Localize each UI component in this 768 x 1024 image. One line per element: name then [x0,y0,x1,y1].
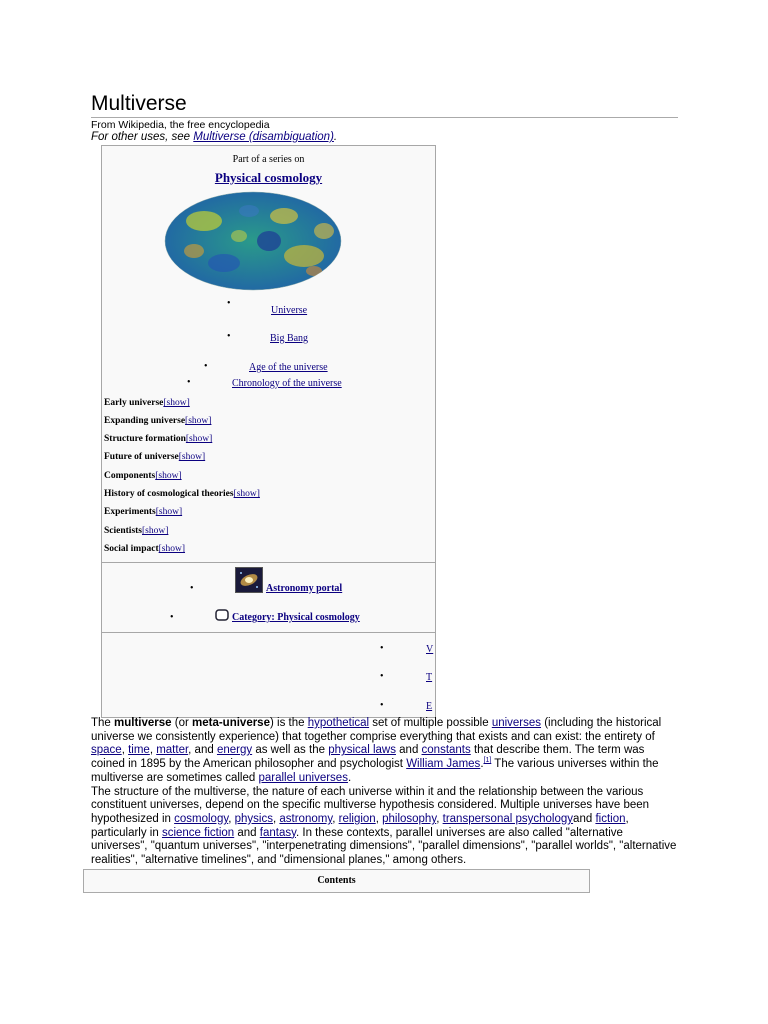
series-label: Part of a series on [232,154,305,165]
paragraph [91,717,681,786]
section-components [104,471,182,481]
series-title[interactable]: Physical cosmology [214,170,323,185]
text: The structure of the multiverse, the nature of each universe within it and the relationship between the various constituent universes, depend on the specific multiverse hypothesis considered. Multiple universes have been hypothesized in [91,785,650,825]
show-toggle[interactable]: [show] [155,507,183,517]
section-label: History of cosmological theories [104,489,234,499]
show-toggle[interactable]: [show] [163,398,190,408]
bullet: • [380,643,384,654]
text: , [273,812,280,825]
link-cosmology[interactable]: cosmology [174,812,229,825]
text: (including the historical universe we consistently experience) that together comprise everything that exists and can exist: the entirety of [91,717,662,743]
infobox-divider [102,562,435,563]
section-label: Social impact [104,544,159,554]
link-parallel-universes[interactable]: parallel universes [258,771,348,784]
link-universe[interactable]: Universe [271,305,308,316]
show-toggle[interactable]: [show] [142,526,169,536]
link-universes[interactable]: universes [491,717,542,729]
text: ) is the [269,717,308,729]
show-toggle[interactable]: [show] [233,489,260,499]
link-energy[interactable]: energy [216,744,253,757]
text: The [91,717,115,729]
hatnote-prefix: For other uses, see [91,131,194,143]
toc-title: Contents [317,875,356,886]
section-expanding-universe [104,416,211,426]
link-big-bang[interactable]: Big Bang [270,333,309,344]
text: , [228,812,235,825]
link-fiction[interactable]: fiction [595,812,626,825]
navbox-talk-link[interactable]: T [426,672,433,683]
show-toggle[interactable]: [show] [185,416,212,426]
section-label: Early universe [104,398,164,408]
section-scientists [104,526,168,536]
link-religion[interactable]: religion [338,812,376,825]
link-transpersonal-psychology[interactable]: transpersonal psychology [442,812,574,825]
bullet: • [380,671,384,682]
series-title-link[interactable] [102,170,435,186]
table-of-contents[interactable] [83,869,590,893]
infobox [101,145,436,718]
section-history-theories [104,489,260,499]
link-physical-laws[interactable]: physical laws [328,744,396,757]
link-science-fiction[interactable]: science fiction [161,826,235,839]
navbox-edit-link[interactable]: E [426,701,433,712]
article-body [91,717,681,868]
section-social-impact [104,544,185,554]
category-icon [215,608,229,620]
section-experiments [104,507,182,517]
tagline: From Wikipedia, the free encyclopedia [91,119,270,131]
text: . [347,771,352,784]
text: , particularly in [91,812,629,839]
link-matter[interactable]: matter [156,744,189,757]
text: The various universes within the multiverse are sometimes called [91,758,659,784]
text: (or [171,717,192,729]
link-time[interactable]: time [128,744,150,757]
astronomy-portal-link[interactable]: Astronomy portal [266,583,343,594]
link-philosophy[interactable]: philosophy [382,812,437,825]
section-label: Experiments [104,507,156,517]
text: . [480,758,484,771]
text: and [395,744,422,757]
disambiguation-link[interactable]: Multiverse (disambiguation) [193,131,334,143]
bullet: • [380,700,384,711]
link-william-james[interactable]: William James [406,758,481,771]
bullet: • [204,361,208,372]
infobox-divider [102,632,435,633]
text: , [332,812,339,825]
text: , [436,812,443,825]
link-astronomy[interactable]: astronomy [279,812,333,825]
link-space[interactable]: space [91,744,122,757]
bold-term: meta-universe [192,717,270,729]
section-early-universe [104,398,190,408]
text: and [234,826,260,839]
section-label: Future of universe [104,452,179,462]
section-label: Expanding universe [104,416,186,426]
link-hypothetical[interactable]: hypothetical [307,717,370,729]
section-label: Components [104,471,156,481]
hatnote-suffix: . [333,131,338,143]
section-label: Scientists [104,526,142,536]
show-toggle[interactable]: [show] [178,452,206,462]
bullet: • [190,583,194,594]
text: set of multiple possible [369,717,492,729]
title-divider [91,117,678,118]
cmb-sky-map-image[interactable] [164,191,342,291]
text: , [375,812,383,825]
show-toggle[interactable]: [show] [185,434,213,444]
bold-term: multiverse [114,717,172,729]
bullet: • [170,612,174,623]
text: and [573,812,596,825]
text: , and [188,744,217,757]
text: , [121,744,129,757]
category-link[interactable]: Category: Physical cosmology [232,612,360,623]
text: as well as the [252,744,329,757]
text: that describe them. The term was coined in 1895 by the American philosopher and psychologist [91,744,645,771]
bullet: • [227,331,231,342]
text: , [149,744,157,757]
page-title: Multiverse [91,92,187,115]
navbox-view-link[interactable]: V [426,644,434,655]
show-toggle[interactable]: [show] [155,471,182,481]
link-physics[interactable]: physics [234,812,273,825]
text: . In these contexts, parallel universes are also called "alternative universes", "quantum universes", "interpenetrating dimensions", "parallel dimensions", "parallel worlds", "alternative realities", "alternative timelines", and "dimensional planes," among others. [91,826,677,867]
galaxy-icon [235,567,263,593]
reference-link[interactable]: [1] [483,757,492,765]
link-age-of-universe[interactable]: Age of the universe [249,362,328,373]
link-constants[interactable]: constants [421,744,471,757]
link-fantasy[interactable]: fantasy [259,826,296,839]
paragraph [91,786,681,868]
section-structure-formation [104,434,212,444]
hatnote [91,131,337,143]
bullet: • [187,377,191,388]
bullet: • [227,298,231,309]
section-future-of-universe [104,452,205,462]
section-label: Structure formation [104,434,186,444]
show-toggle[interactable]: [show] [158,544,186,554]
link-chronology[interactable]: Chronology of the universe [232,378,342,389]
